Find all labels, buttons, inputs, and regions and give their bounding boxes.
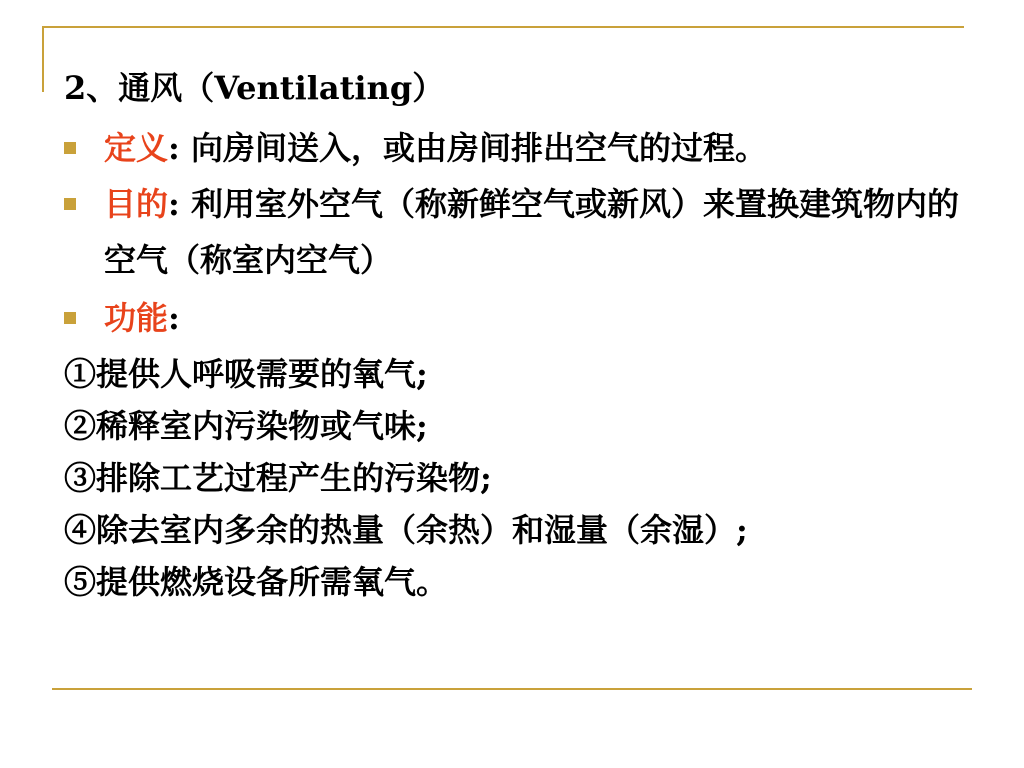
bullet-text xyxy=(104,120,984,176)
function-item: ④除去室内多余的热量（余热）和湿量（余湿）; xyxy=(64,511,748,549)
square-bullet-icon xyxy=(64,312,76,324)
bullet-colon: : xyxy=(168,299,180,337)
bullet-text xyxy=(104,290,984,346)
function-item: ③排除工艺过程产生的污染物; xyxy=(64,459,492,497)
function-item: ⑤提供燃烧设备所需氧气。 xyxy=(64,563,449,601)
bullet-body: 向房间送入，或由房间排出空气的过程。 xyxy=(179,129,767,167)
function-item: ①提供人呼吸需要的氧气; xyxy=(64,355,428,393)
left-rule xyxy=(42,26,44,92)
square-bullet-icon xyxy=(64,198,76,210)
square-bullet-icon xyxy=(64,142,76,154)
bullet-colon: : xyxy=(168,185,180,223)
bullet-term: 功能 xyxy=(104,299,169,337)
top-rule xyxy=(42,26,964,28)
bullet-text xyxy=(104,176,984,288)
bullet-term: 定义 xyxy=(104,129,169,167)
bullet-body: 利用室外空气（称新鲜空气或新风）来置换建筑物内的空气（称室内空气） xyxy=(104,185,959,279)
bullet-term: 目的 xyxy=(104,185,169,223)
slide-title: 2、通风（Ventilating） xyxy=(64,69,445,107)
bottom-rule xyxy=(52,688,972,690)
function-item: ②稀释室内污染物或气味; xyxy=(64,407,428,445)
bullet-colon: : xyxy=(168,129,180,167)
